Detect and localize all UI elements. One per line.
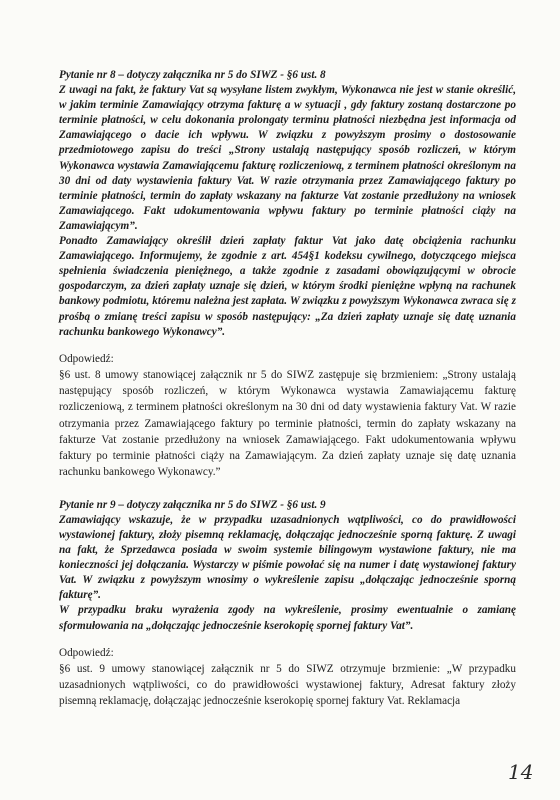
answer-8-text: §6 ust. 8 umowy stanowiącej załącznik nr 5 do SIWZ zastępuje się brzmieniem: „Strony ustalają następujący sposób rozliczeń, w którym Wykonawca wystawia Zamawiającemu fakturę rozliczeniową, z terminem płatności określonym na 30 dni od daty wystawienia faktury Vat. W razie otrzymania przez Zamawiającego faktury po terminie płatności, termin do zapłaty wskazany na fakturze Vat zostanie przedłużony na wniosek Zamawiającego. Fakt udokumentowania wpływu faktury po terminie płatności ciąży na Zamawiającym. Za dzień zapłaty uznaje się datę uznania rachunku bankowego Wykonawcy.” <box>59 368 516 479</box>
question-8-title: Pytanie nr 8 – dotyczy załącznika nr 5 do SIWZ - §6 ust. 8 <box>59 69 326 81</box>
answer-9-label: Odpowiedź: <box>59 646 114 659</box>
document-page <box>59 68 516 710</box>
question-9-paragraph-1: Zamawiający wskazuje, że w przypadku uzasadnionych wątpliwości, co do prawidłowości wystawionej faktury, złoży pisemną reklamację, dołączając jednocześnie sporną fakturę. Z uwagi na fakt, że Sprzedawca posiada w swoim systemie bilingowym wystawione faktury, nie ma konieczności jej dołączania. Wystarczy w piśmie powołać się na numer i datę wystawionej faktury Vat. W związku z powyższym wnosimy o wykreślenie zapisu „dołączając jednocześnie sporną fakturę”. <box>59 513 516 602</box>
answer-8-label: Odpowiedź: <box>59 352 114 365</box>
question-9-title: Pytanie nr 9 – dotyczy załącznika nr 5 do SIWZ - §6 ust. 9 <box>59 498 326 511</box>
question-8-paragraph-2: Ponadto Zamawiający określił dzień zapłaty faktur Vat jako datę obciążenia rachunku Zamawiającego. Informujemy, że zgodnie z art. 454§1 kodeksu cywilnego, dotyczącego miejsca spełnienia świadczenia pieniężnego, a także zgodnie z zasadami obowiązującymi w obrocie gospodarczym, za dzień zapłaty uznaje się dzień, w którym środki pieniężne wpłyną na rachunek bankowy podmiotu, któremu należna jest zapłata. W związku z powyższym Wykonawca zwraca się z prośbą o zmianę treści zapisu w sposób następujący: „Za dzień zapłaty uznaje się datę uznania rachunku bankowego Wykonawcy”. <box>59 235 516 338</box>
question-8-paragraph-1: Z uwagi na fakt, że faktury Vat są wysyłane listem zwykłym, Wykonawca nie jest w stanie określić, w jakim terminie Zamawiający otrzyma fakturę a w sytuacji , gdy faktury zostaną dostarczone po terminie płatności, w celu dokonania prolongaty terminu płatności niezbędna jest informacja od Zamawiającego o dacie ich wpływu. W związku z powyższym prosimy o dostosowanie przedmiotowego zapisu do treści „Strony ustalają następujący sposób rozliczeń, w którym Wykonawca wystawia Zamawiającemu fakturę rozliczeniową, z terminem płatności określonym na 30 dni od daty wystawienia faktury Vat. W razie otrzymania przez Zamawiającego faktury po terminie płatności, termin do zapłaty wskazany na fakturze Vat zostanie przedłużony na wniosek Zamawiającego. Fakt udokumentowania wpływu faktury po terminie płatności ciąży na Zamawiającym”. <box>59 84 516 232</box>
question-9-paragraph-2: W przypadku braku wyrażenia zgody na wykreślenie, prosimy ewentualnie o zamianę sformułowania na „dołączając jednocześnie kserokopię spornej faktury Vat”. <box>59 604 516 632</box>
answer-9-text: §6 ust. 9 umowy stanowiącej załącznik nr 5 do SIWZ otrzymuje brzmienie: „W przypadku uzasadnionych wątpliwości, co do prawidłowości wystawionej faktury, Adresat faktury złoży pisemną reklamację, dołączając jednocześnie kserokopię spornej faktury Vat. Reklamacja <box>59 662 516 708</box>
page-number: 14 <box>508 760 534 784</box>
